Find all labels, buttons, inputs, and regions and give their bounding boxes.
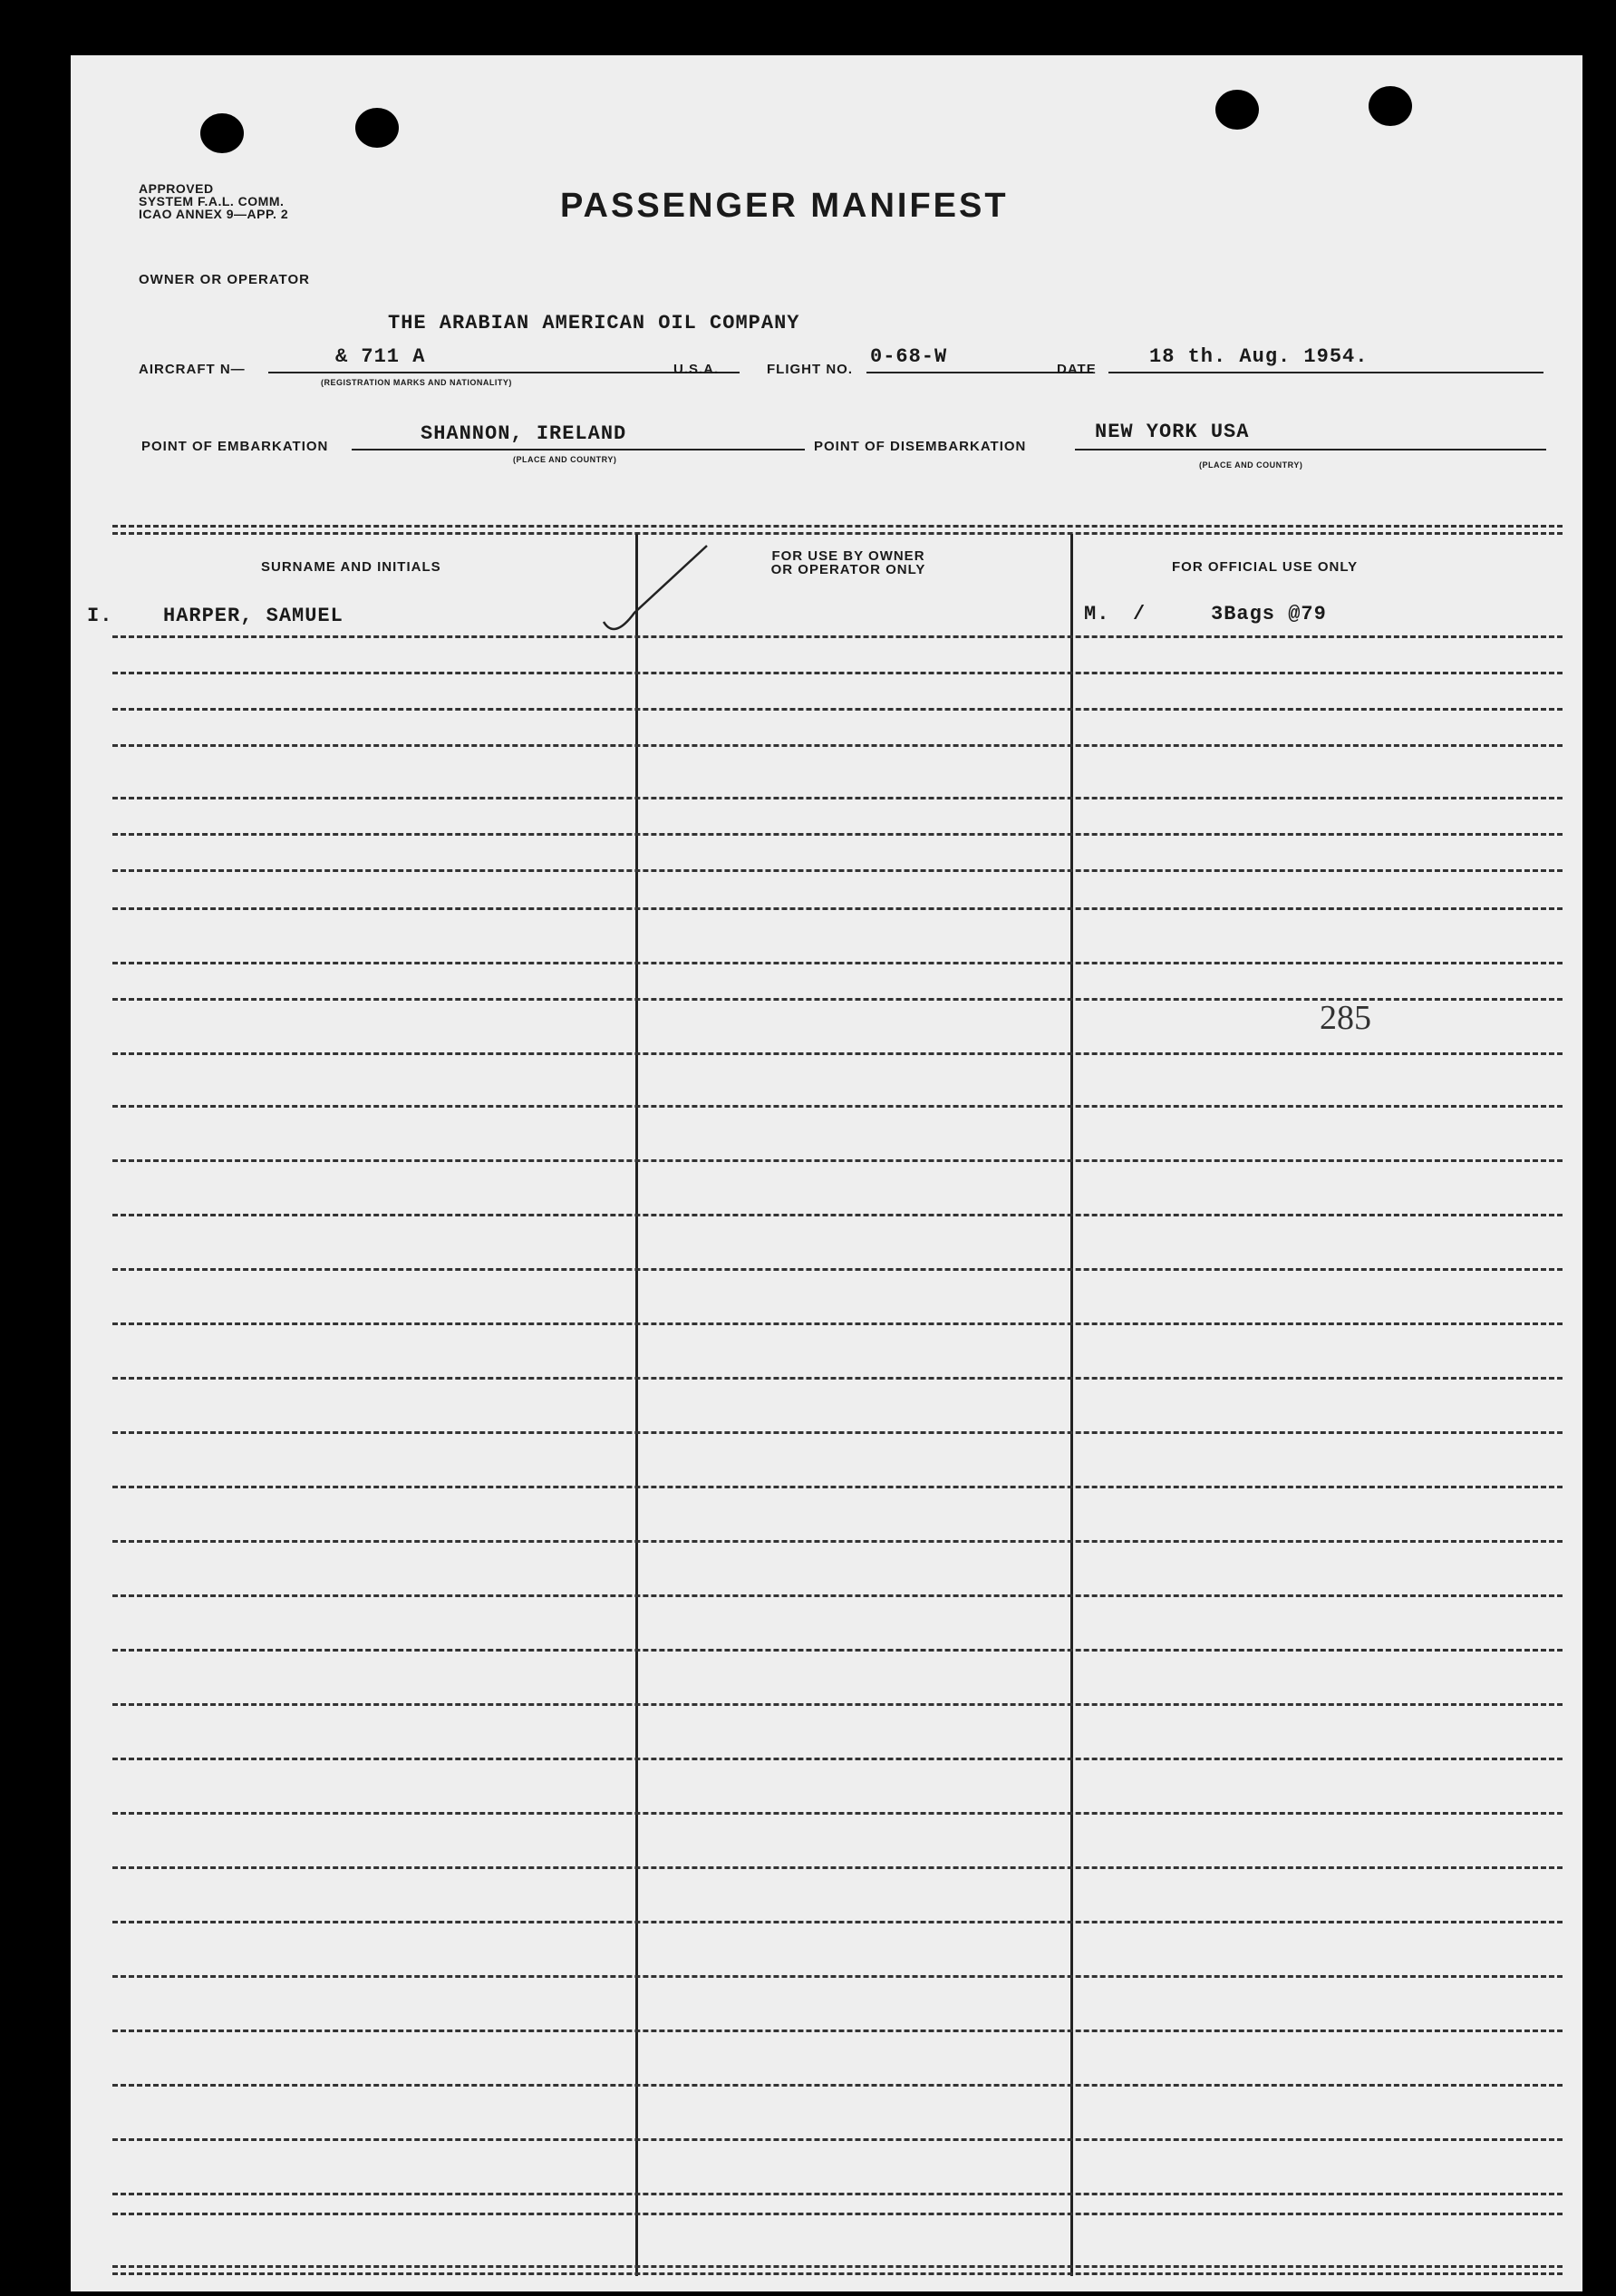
embarkation-value: SHANNON, IRELAND — [421, 422, 627, 445]
row-rule — [112, 672, 1563, 674]
registration-caption: (REGISTRATION MARKS AND NATIONALITY) — [321, 378, 512, 387]
flight-label: FLIGHT NO. — [767, 362, 853, 377]
aircraft-label: AIRCRAFT N— — [139, 362, 246, 377]
embarkation-label: POINT OF EMBARKATION — [141, 439, 329, 454]
header-surname: SURNAME AND INITIALS — [261, 559, 441, 575]
disembarkation-value: NEW YORK USA — [1095, 421, 1250, 443]
flight-value: 0-68-W — [870, 345, 948, 368]
date-underline — [1108, 372, 1543, 373]
entry-number: I. — [87, 605, 113, 627]
owner-value: THE ARABIAN AMERICAN OIL COMPANY — [388, 312, 800, 334]
column-divider — [1070, 534, 1073, 2276]
row-rule — [112, 1268, 1563, 1271]
owner-label: OWNER OR OPERATOR — [139, 272, 310, 287]
row-rule — [112, 797, 1563, 799]
row-rule — [112, 907, 1563, 910]
embarkation-underline — [352, 449, 805, 450]
row-rule — [112, 635, 1563, 638]
table-rule — [112, 532, 1563, 535]
row-rule — [112, 1921, 1563, 1923]
row-rule — [112, 1866, 1563, 1869]
row-rule — [112, 1703, 1563, 1706]
punch-hole — [1215, 90, 1259, 130]
row-rule — [112, 1649, 1563, 1652]
row-rule — [112, 1322, 1563, 1325]
entry-sex: M. — [1084, 603, 1110, 625]
disembarkation-label: POINT OF DISEMBARKATION — [814, 439, 1027, 454]
table-rule — [112, 525, 1563, 528]
approval-note — [139, 182, 288, 220]
entry-name: HARPER, SAMUEL — [163, 605, 344, 627]
row-rule — [112, 833, 1563, 836]
row-rule — [112, 2084, 1563, 2087]
row-rule — [112, 869, 1563, 872]
page-title: PASSENGER MANIFEST — [560, 187, 1009, 225]
row-rule — [112, 2193, 1563, 2195]
embarkation-caption: (PLACE AND COUNTRY) — [513, 455, 617, 464]
table-bottom-rule — [112, 2272, 1563, 2275]
aircraft-country: U.S.A. — [673, 362, 720, 377]
row-rule — [112, 2030, 1563, 2032]
punch-hole — [200, 113, 244, 153]
row-rule — [112, 1159, 1563, 1162]
approval-line: APPROVED — [139, 181, 214, 196]
date-label: DATE — [1057, 362, 1097, 377]
row-rule — [112, 1214, 1563, 1216]
row-rule — [112, 1431, 1563, 1434]
row-rule — [112, 962, 1563, 964]
approval-line: SYSTEM F.A.L. COMM. — [139, 194, 285, 208]
row-rule — [112, 1594, 1563, 1597]
entry-mark: / — [1133, 603, 1147, 625]
entry-note: 3Bags @79 — [1211, 603, 1327, 625]
row-rule — [112, 1486, 1563, 1488]
stamp-number: 285 — [1320, 999, 1371, 1037]
punch-hole — [355, 108, 399, 148]
column-divider — [635, 534, 638, 2276]
aircraft-underline — [268, 372, 740, 373]
row-rule — [112, 744, 1563, 747]
row-rule — [112, 2213, 1563, 2215]
row-rule — [112, 1540, 1563, 1543]
aircraft-value: & 711 A — [335, 345, 426, 368]
date-value: 18 th. Aug. 1954. — [1149, 345, 1369, 368]
approval-line: ICAO ANNEX 9—APP. 2 — [139, 207, 289, 221]
table-bottom-rule — [112, 2265, 1563, 2268]
row-rule — [112, 1975, 1563, 1978]
row-rule — [112, 1052, 1563, 1055]
disembarkation-caption: (PLACE AND COUNTRY) — [1199, 460, 1303, 470]
row-rule — [112, 1758, 1563, 1760]
check-mark-icon — [596, 540, 723, 640]
row-rule — [112, 708, 1563, 711]
row-rule — [112, 1105, 1563, 1108]
header-owner-use-line: FOR USE BY OWNER — [771, 548, 925, 564]
disembarkation-underline — [1075, 449, 1546, 450]
row-rule — [112, 1812, 1563, 1815]
punch-hole — [1369, 86, 1412, 126]
row-rule — [112, 1377, 1563, 1380]
header-owner-use — [758, 549, 939, 576]
header-official: FOR OFFICIAL USE ONLY — [1172, 559, 1359, 575]
manifest-page — [71, 55, 1582, 2291]
row-rule — [112, 2138, 1563, 2141]
header-owner-use-line: OR OPERATOR ONLY — [770, 562, 926, 577]
